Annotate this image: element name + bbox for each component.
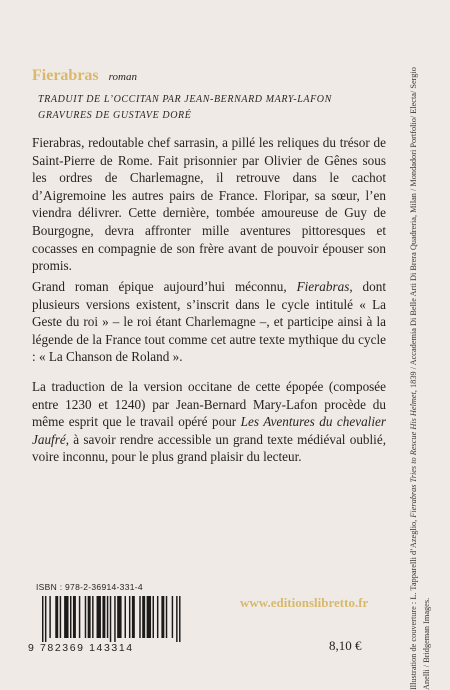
isbn-label: ISBN : 978-2-36914-331-4: [36, 582, 143, 592]
barcode-bar: [45, 596, 46, 642]
barcode-bar: [176, 596, 177, 642]
translation-paragraph: La traduction de la version occitane de cette épopée (composée entre 1230 et 1240) par Jean-Bernard Mary-Lafon procède du même esprit que le travail opéré pour Les Aventures du chevalier Jaufré, à savoir rendre accessible un grand texte médiéval oublié, voire inconnu, pour le plus grand plaisir du lecteur.: [32, 379, 386, 465]
barcode-bar: [139, 596, 140, 638]
book-title: Fierabras: [32, 67, 99, 84]
barcode-bar: [179, 596, 180, 642]
ean-number: 9 782369 143314: [28, 642, 134, 654]
barcode-bar: [142, 596, 145, 638]
barcode-bar: [107, 596, 108, 638]
engraver-credit: GRAVURES DE GUSTAVE DORÉ: [38, 110, 192, 121]
barcode-bar: [161, 596, 164, 638]
barcode-bar: [73, 596, 76, 638]
related-work-title: Les Aventures du chevalier Jaufré: [32, 414, 386, 447]
barcode-bar: [147, 596, 151, 638]
barcode-bar: [129, 596, 130, 638]
cover-illustration-credit: Illustration de couverture : L. Tapparelli d’Azeglio, Fierabras Tries to Rescue His Helmet, 1839 / Accademia Di Belle Arti Di Brera Quadreria, Milan / Mondadori Portfolio/ Electa/ Sergio Anelli / Bridgeman Images.: [409, 67, 431, 690]
context-paragraph: Grand roman épique aujourd’hui méconnu, Fierabras, dont plusieurs versions existent, s’inscrit dans le cycle intitulé « La Geste du roi » – le roi étant Charlemagne –, et participe ainsi à la légende de la France tout comme cet autre texte mythique du cycle : « La Chanson de Roland ».: [32, 279, 386, 365]
barcode-bar: [153, 596, 154, 638]
barcode-bar: [172, 596, 173, 638]
work-title: Fierabras: [296, 279, 350, 294]
barcode-bar: [117, 596, 121, 638]
title-line: [32, 68, 137, 85]
barcode-bar: [110, 596, 111, 642]
barcode-bar: [157, 596, 158, 638]
summary-paragraph: Fierabras, redoutable chef sarrasin, a pillé les reliques du trésor de Saint-Pierre de Rome. Fait prisonnier par Olivier de Gênes sous les ordres de Charlemagne, il retrouve dans le cachot d’Aigremoine les autres pairs de France. Floripar, sa sœur, l’en viendra délivrer. Cette dernière, tombée amoureuse de Guy de Bourgogne, devra affronter mille aventures pittoresques et cocasses en compagnie de son frère avant de pouvoir épouser son promis.: [32, 135, 386, 274]
barcode-bar: [166, 596, 167, 638]
barcode-bar: [125, 596, 126, 638]
price: 8,10 €: [329, 638, 362, 653]
translator-credit: TRADUIT DE L’OCCITAN PAR JEAN-BERNARD MARY-LAFON: [38, 94, 332, 105]
barcode-bar: [79, 596, 80, 638]
barcode-bar: [70, 596, 71, 638]
barcode-bar: [92, 596, 93, 638]
publisher-website[interactable]: www.editionslibretto.fr: [240, 595, 369, 610]
barcode-bar: [49, 596, 50, 638]
barcode-bar: [114, 596, 115, 642]
barcode-bar: [64, 596, 68, 638]
barcode-bar: [97, 596, 101, 638]
book-genre: roman: [108, 71, 137, 83]
barcode-bar: [132, 596, 135, 638]
barcode-bar: [102, 596, 105, 638]
barcode-bar: [88, 596, 91, 638]
barcode-bar: [60, 596, 61, 638]
barcode-bar: [42, 596, 43, 642]
barcode-bar: [85, 596, 86, 638]
barcode-image: [42, 596, 182, 642]
barcode-bar: [55, 596, 58, 638]
barcode-block: [28, 582, 198, 660]
